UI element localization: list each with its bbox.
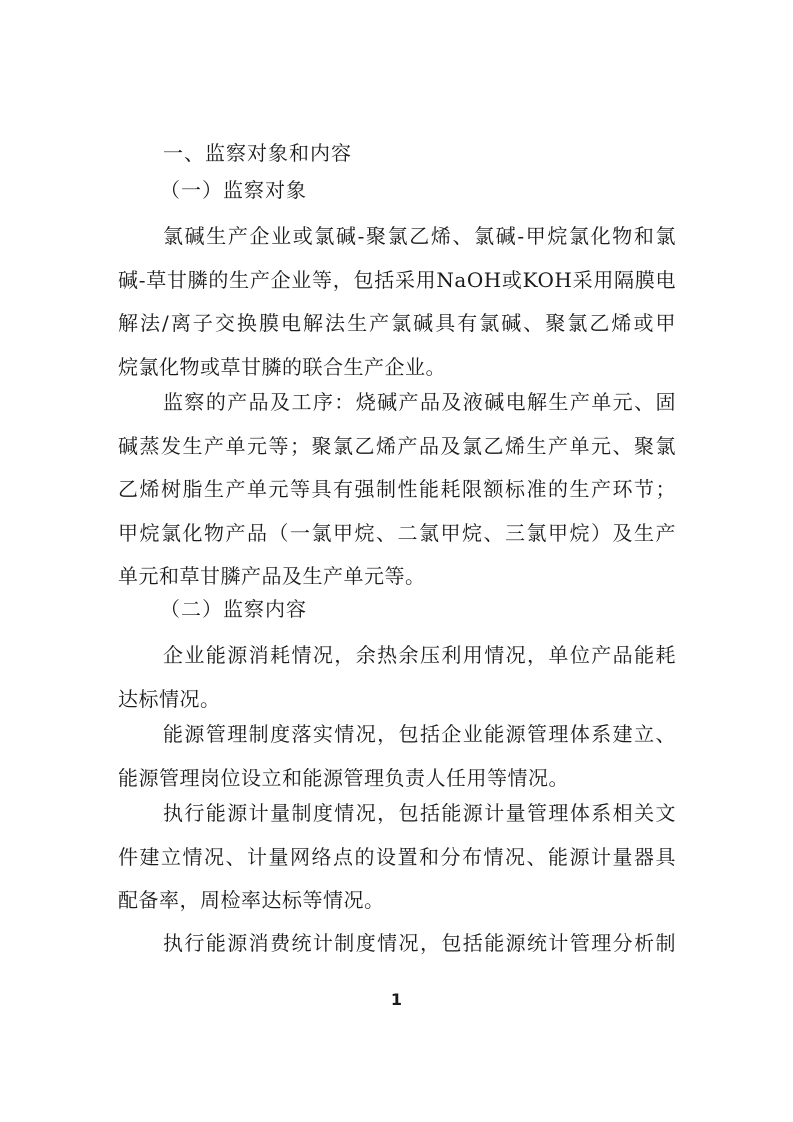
paragraph-line: 能源管理岗位设立和能源管理负责人任用等情况。 [118,766,569,790]
paragraph-line: 监察的产品及工序：烧碱产品及液碱电解生产单元、固 [163,390,676,414]
heading-monitoring-objects-and-content: 一、监察对象和内容 [163,141,352,165]
paragraph-line: 碱蒸发生产单元等；聚氯乙烯产品及氯乙烯生产单元、聚氯 [118,434,676,458]
section-title-monitoring-content: （二）监察内容 [160,597,307,621]
paragraph-line: 能源管理制度落实情况，包括企业能源管理体系建立、 [163,722,676,746]
paragraph-line: 烷氯化物或草甘膦的联合生产企业。 [118,355,446,379]
paragraph-line: 乙烯树脂生产单元等具有强制性能耗限额标准的生产环节； [118,477,676,501]
paragraph-line: 企业能源消耗情况，余热余压利用情况，单位产品能耗 [163,643,676,667]
paragraph-line: 碱-草甘膦的生产企业等，包括采用NaOH或KOH采用隔膜电 [118,268,676,292]
section-title-monitoring-objects: （一）监察对象 [160,178,307,202]
paragraph-line: 配备率，周检率达标等情况。 [118,888,385,912]
paragraph-line: 甲烷氯化物产品（一氯甲烷、二氯甲烷、三氯甲烷）及生产 [118,521,676,545]
paragraph-line: 件建立情况、计量网络点的设置和分布情况、能源计量器具 [118,845,676,869]
paragraph-line: 单元和草甘膦产品及生产单元等。 [118,564,426,588]
paragraph-line: 达标情况。 [118,687,221,711]
paragraph-line: 执行能源消费统计制度情况，包括能源统计管理分析制 [163,931,676,955]
paragraph-line: 执行能源计量制度情况，包括能源计量管理体系相关文 [163,801,676,825]
page-number: 1 [390,990,403,1009]
paragraph-line: 解法/离子交换膜电解法生产氯碱具有氯碱、聚氯乙烯或甲 [118,311,676,335]
paragraph-line: 氯碱生产企业或氯碱-聚氯乙烯、氯碱-甲烷氯化物和氯 [163,224,676,248]
